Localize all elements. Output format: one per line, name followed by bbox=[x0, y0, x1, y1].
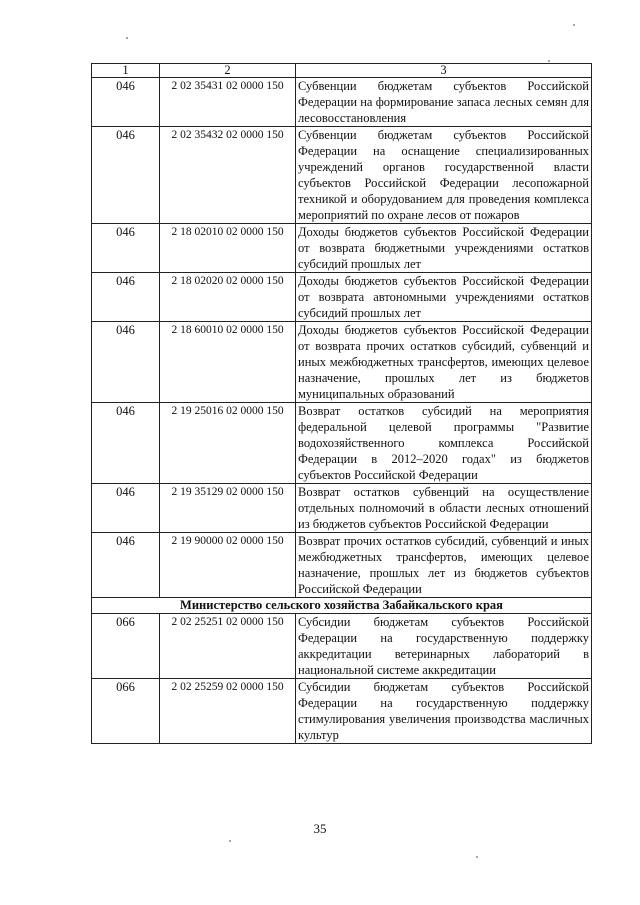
scan-speck bbox=[229, 840, 231, 842]
admin-code: 046 bbox=[92, 533, 160, 598]
admin-code: 066 bbox=[92, 614, 160, 679]
page-number: 35 bbox=[313, 821, 327, 836]
budget-code: 2 19 35129 02 0000 150 bbox=[160, 484, 296, 533]
budget-codes-table bbox=[91, 63, 592, 744]
revenue-description: Возврат остатков субсидий на мероприятия федеральной целевой программы "Развитие водохозяйственного комплекса Российской Федерации в 2012–2020 годах" из бюджетов субъектов Российской Федерации bbox=[296, 403, 592, 484]
budget-code: 2 18 60010 02 0000 150 bbox=[160, 322, 296, 403]
budget-code: 2 19 90000 02 0000 150 bbox=[160, 533, 296, 598]
header-col-3: 3 bbox=[296, 64, 592, 78]
revenue-description: Доходы бюджетов субъектов Российской Федерации от возврата автономными учреждениями остатков субсидий прошлых лет bbox=[296, 273, 592, 322]
budget-code: 2 18 02010 02 0000 150 bbox=[160, 224, 296, 273]
budget-code: 2 02 25251 02 0000 150 bbox=[160, 614, 296, 679]
admin-code: 046 bbox=[92, 127, 160, 224]
scan-speck bbox=[548, 60, 550, 62]
table-row bbox=[92, 614, 592, 679]
scan-speck bbox=[476, 856, 478, 858]
admin-code: 046 bbox=[92, 484, 160, 533]
table-row bbox=[92, 322, 592, 403]
revenue-description: Субсидии бюджетам субъектов Российской Федерации на государственную поддержку аккредитации ветеринарных лабораторий в национальной системе аккредитации bbox=[296, 614, 592, 679]
revenue-description: Возврат остатков субвенций на осуществление отдельных полномочий в области лесных отношений из бюджетов субъектов Российской Федерации bbox=[296, 484, 592, 533]
admin-code: 066 bbox=[92, 679, 160, 744]
admin-code: 046 bbox=[92, 224, 160, 273]
table-row bbox=[92, 403, 592, 484]
revenue-description: Доходы бюджетов субъектов Российской Федерации от возврата бюджетными учреждениями остатков субсидий прошлых лет bbox=[296, 224, 592, 273]
admin-code: 046 bbox=[92, 273, 160, 322]
budget-code: 2 19 25016 02 0000 150 bbox=[160, 403, 296, 484]
revenue-description: Возврат прочих остатков субсидий, субвенций и иных межбюджетных трансфертов, имеющих целевое назначение, прошлых лет из бюджетов субъектов Российской Федерации bbox=[296, 533, 592, 598]
table-row bbox=[92, 224, 592, 273]
revenue-description: Доходы бюджетов субъектов Российской Федерации от возврата прочих остатков субсидий, субвенций и иных межбюджетных трансфертов, имеющих целевое назначение, прошлых лет из бюджетов муниципальных образований bbox=[296, 322, 592, 403]
header-row bbox=[92, 64, 592, 78]
revenue-description: Субсидии бюджетам субъектов Российской Федерации на государственную поддержку стимулирования увеличения производства масличных культур bbox=[296, 679, 592, 744]
header-col-2: 2 bbox=[160, 64, 296, 78]
table-row bbox=[92, 484, 592, 533]
admin-code: 046 bbox=[92, 403, 160, 484]
admin-code: 046 bbox=[92, 322, 160, 403]
budget-code: 2 18 02020 02 0000 150 bbox=[160, 273, 296, 322]
revenue-description: Субвенции бюджетам субъектов Российской Федерации на формирование запаса лесных семян для лесовосстановления bbox=[296, 78, 592, 127]
table-row bbox=[92, 679, 592, 744]
scan-speck bbox=[126, 37, 128, 39]
admin-code: 046 bbox=[92, 78, 160, 127]
revenue-description: Субвенции бюджетам субъектов Российской Федерации на оснащение специализированных учреждений органов государственной власти субъектов Российской Федерации лесопожарной техникой и оборудованием для проведения комплекса мероприятий по охране лесов от пожаров bbox=[296, 127, 592, 224]
table-row bbox=[92, 273, 592, 322]
table-row bbox=[92, 533, 592, 598]
budget-code: 2 02 25259 02 0000 150 bbox=[160, 679, 296, 744]
section-title: Министерство сельского хозяйства Забайкальского края bbox=[92, 598, 592, 614]
budget-code: 2 02 35432 02 0000 150 bbox=[160, 127, 296, 224]
scan-speck bbox=[573, 24, 575, 26]
table-row bbox=[92, 78, 592, 127]
section-row bbox=[92, 598, 592, 614]
budget-code: 2 02 35431 02 0000 150 bbox=[160, 78, 296, 127]
header-col-1: 1 bbox=[92, 64, 160, 78]
table-row bbox=[92, 127, 592, 224]
